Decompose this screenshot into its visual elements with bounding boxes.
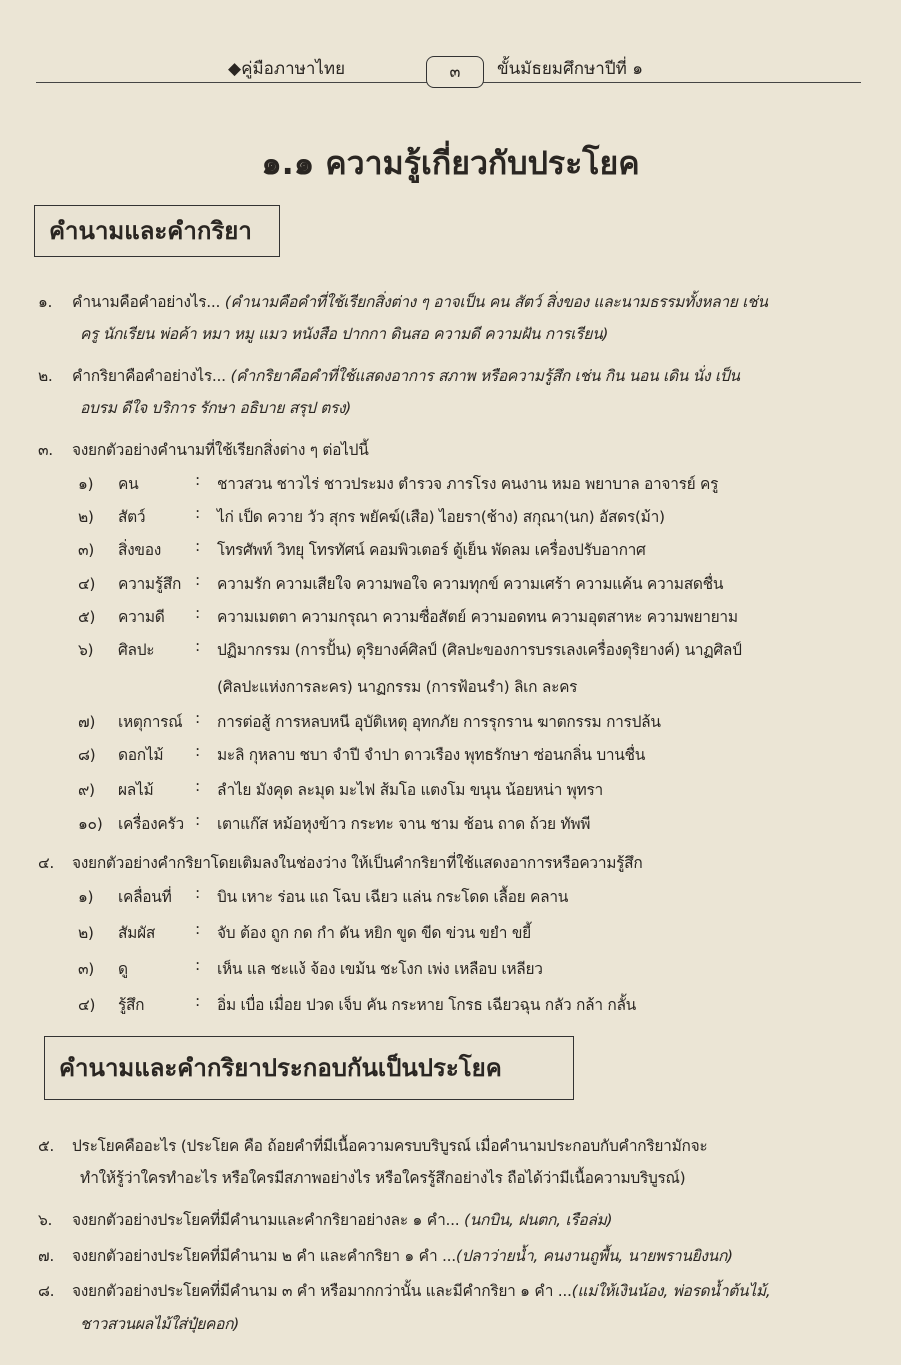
list-item-colon: : (195, 637, 200, 655)
answer-5-cont: ทำให้รู้ว่าใครทำอะไร หรือใครมีสภาพอย่างไร หรือใครรู้สึกอย่างไร ถือได้ว่ามีเนื้อความบริบูรณ์) (80, 1169, 686, 1187)
header-book-title: ◆คู่มือภาษาไทย (228, 59, 346, 79)
list-item-colon: : (195, 956, 200, 974)
question-7: จงยกตัวอย่างประโยคที่มีคำนาม ๒ คำ และคำกริยา ๑ คำ ...(ปลาว่ายน้ำ, คนงานถูพื้น, นายพรานยิงนก) (72, 1247, 733, 1265)
list-item-label: ศิลปะ (118, 641, 155, 659)
list-item-value: จับ ต้อง ถูก กด กำ ดัน หยิก ขูด ขีด ข่วน ขยำ ขยี้ (217, 924, 531, 942)
list-item-value: อิ่ม เบื่อ เมื่อย ปวด เจ็บ คัน กระหาย โกรธ เฉียวฉุน กลัว กล้า กลั้น (217, 996, 636, 1014)
list-item-number: ๒) (78, 924, 94, 942)
list-item-value: ลำไย มังคุด ละมุด มะไฟ ส้มโอ แตงโม ขนุน น้อยหน่า พุทรา (217, 781, 603, 799)
list-item-label: ความรู้สึก (118, 575, 182, 593)
list-item-number: ๘) (78, 746, 96, 764)
list-item-number: ๒) (78, 508, 94, 526)
list-item-value: ความเมตตา ความกรุณา ความซื่อสัตย์ ความอดทน ความอุตสาหะ ความพยายาม (217, 608, 738, 626)
list-item-label: ดอกไม้ (118, 746, 164, 764)
list-item-number: ๗) (78, 713, 96, 731)
list-item-label: สัมผัส (118, 924, 156, 942)
list-item-colon: : (195, 992, 200, 1010)
list-item-value: โทรศัพท์ วิทยุ โทรทัศน์ คอมพิวเตอร์ ตู้เย็น พัดลม เครื่องปรับอากาศ (217, 541, 646, 559)
list-item-number: ๔) (78, 996, 96, 1014)
list-item-colon: : (195, 471, 200, 489)
question-5: ประโยคคืออะไร (ประโยค คือ ถ้อยคำที่มีเนื้อความครบบริบูรณ์ เมื่อคำนามประกอบกับคำกริยามักจะ (72, 1137, 708, 1155)
list-item-colon: : (195, 920, 200, 938)
question-1: คำนามคือคำอย่างไร... (คำนามคือคำที่ใช้เรียกสิ่งต่าง ๆ อาจเป็น คน สัตว์ สิ่งของ และนามธรรมทั้งหลาย เช่น (72, 293, 768, 311)
list-item-colon: : (195, 604, 200, 622)
list-item-colon: : (195, 777, 200, 795)
section-heading-sentences: คำนามและคำกริยาประกอบกันเป็นประโยค (44, 1036, 574, 1100)
question-6: จงยกตัวอย่างประโยคที่มีคำนามและคำกริยาอย่างละ ๑ คำ... (นกบิน, ฝนตก, เรือล่ม) (72, 1211, 613, 1229)
list-item-number: ๕) (78, 608, 96, 626)
list-item-number: ๙) (78, 781, 95, 799)
list-item-number: ๓) (78, 541, 95, 559)
list-item-value: เห็น แล ชะแง้ จ้อง เขม้น ชะโงก เพ่ง เหลือบ เหลียว (217, 960, 543, 978)
question-number: ๖. (38, 1211, 53, 1229)
list-item-colon: : (195, 571, 200, 589)
list-item-colon: : (195, 504, 200, 522)
list-item-number: ๑๐) (78, 815, 103, 833)
list-item-value: เตาแก๊ส หม้อหุงข้าว กระทะ จาน ชาม ช้อน ถาด ถ้วย ทัพพี (217, 815, 591, 833)
question-4: จงยกตัวอย่างคำกริยาโดยเติมลงในช่องว่าง ให้เป็นคำกริยาที่ใช้แสดงอาการหรือความรู้สึก (72, 854, 643, 872)
question-number: ๑. (38, 293, 53, 311)
list-item-label: รู้สึก (118, 996, 145, 1014)
header-grade: ขั้นมัธยมศึกษาปีที่ ๑ (497, 59, 644, 79)
list-item-label: คน (118, 475, 139, 493)
question-number: ๕. (38, 1137, 55, 1155)
question-number: ๘. (38, 1282, 55, 1300)
list-item-colon: : (195, 811, 200, 829)
page-number: ๓ (426, 56, 484, 88)
list-item-value: ความรัก ความเสียใจ ความพอใจ ความทุกข์ ความเศร้า ความแค้น ความสดชื่น (217, 575, 724, 593)
list-item-value-cont: (ศิลปะแห่งการละคร) นาฏกรรม (การฟ้อนรำ) ลิเก ละคร (217, 678, 578, 696)
list-item-number: ๑) (78, 888, 94, 906)
question-number: ๒. (38, 367, 53, 385)
list-item-value: ชาวสวน ชาวไร่ ชาวประมง ตำรวจ ภารโรง คนงาน หมอ พยาบาล อาจารย์ ครู (217, 475, 719, 493)
list-item-label: ดู (118, 960, 128, 978)
question-number: ๔. (38, 854, 55, 872)
page-title: ๑.๑ ความรู้เกี่ยวกับประโยค (261, 144, 640, 182)
section-heading-nouns-verbs: คำนามและคำกริยา (34, 205, 280, 257)
list-item-number: ๔) (78, 575, 96, 593)
list-item-label: เหตุการณ์ (118, 713, 183, 731)
list-item-number: ๓) (78, 960, 95, 978)
answer-1-cont: ครู นักเรียน พ่อค้า หมา หมู แมว หนังสือ ปากกา ดินสอ ความดี ความฝัน การเรียน) (80, 325, 609, 343)
question-number: ๓. (38, 441, 53, 459)
list-item-value: มะลิ กุหลาบ ชบา จำปี จำปา ดาวเรือง พุทธรักษา ซ่อนกลิ่น บานชื่น (217, 746, 646, 764)
question-2: คำกริยาคือคำอย่างไร... (คำกริยาคือคำที่ใช้แสดงอาการ สภาพ หรือความรู้สึก เช่น กิน นอน เดิน นั่ง เป็น (72, 367, 740, 385)
list-item-number: ๑) (78, 475, 94, 493)
list-item-label: ผลไม้ (118, 781, 154, 799)
list-item-number: ๖) (78, 641, 94, 659)
answer-8-cont: ชาวสวนผลไม้ใส่ปุ๋ยคอก) (80, 1315, 239, 1333)
list-item-colon: : (195, 537, 200, 555)
list-item-value: บิน เหาะ ร่อน แถ โฉบ เฉียว แล่น กระโดด เลื้อย คลาน (217, 888, 569, 906)
list-item-value: ปฏิมากรรม (การปั้น) ดุริยางค์ศิลป์ (ศิลปะของการบรรเลงเครื่องดุริยางค์) นาฏศิลป์ (217, 641, 742, 659)
list-item-colon: : (195, 884, 200, 902)
list-item-value: ไก่ เป็ด ควาย วัว สุกร พยัคฆ์(เสือ) ไอยรา(ช้าง) สกุณา(นก) อัสดร(ม้า) (217, 508, 665, 526)
list-item-colon: : (195, 709, 200, 727)
list-item-value: การต่อสู้ การหลบหนี อุบัติเหตุ อุทกภัย การรุกราน ฆาตกรรม การปล้น (217, 713, 661, 731)
list-item-label: เคลื่อนที่ (118, 888, 172, 906)
list-item-label: ความดี (118, 608, 165, 626)
question-8: จงยกตัวอย่างประโยคที่มีคำนาม ๓ คำ หรือมากกว่านั้น และมีคำกริยา ๑ คำ ...(แม่ให้เงินน้อง, พ่อรดน้ำต้นไม้, (72, 1282, 771, 1300)
question-3: จงยกตัวอย่างคำนามที่ใช้เรียกสิ่งต่าง ๆ ต่อไปนี้ (72, 441, 369, 459)
list-item-label: สิ่งของ (118, 541, 162, 559)
list-item-colon: : (195, 742, 200, 760)
question-number: ๗. (38, 1247, 54, 1265)
list-item-label: สัตว์ (118, 508, 146, 526)
list-item-label: เครื่องครัว (118, 815, 184, 833)
answer-2-cont: อบรม ดีใจ บริการ รักษา อธิบาย สรุป ตรง) (80, 399, 352, 417)
